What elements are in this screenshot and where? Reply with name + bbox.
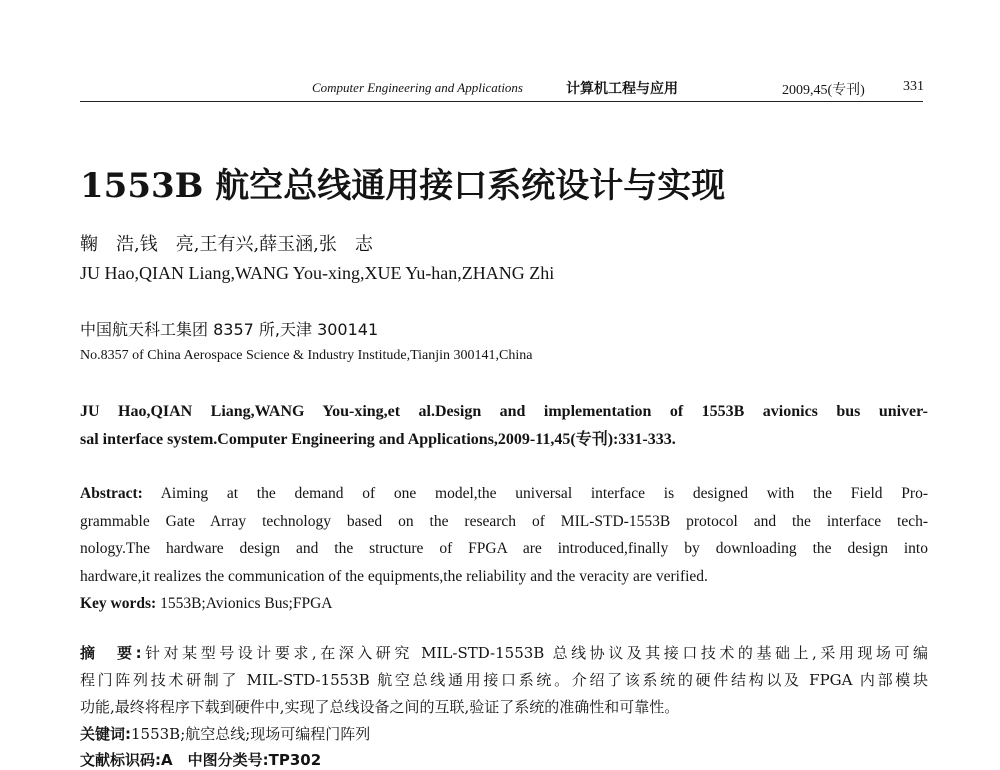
abstract-cn-label: 摘 要: <box>80 644 142 662</box>
keywords-chinese <box>80 721 928 748</box>
abstract-english <box>80 480 928 618</box>
abstract-chinese <box>80 640 928 748</box>
keywords-cn-label: 关键词: <box>80 725 131 743</box>
keywords-label: Key words: <box>80 595 157 612</box>
affiliation-chinese: 中国航天科工集团 8357 所,天津 300141 <box>80 320 379 339</box>
citation-line: sal interface system.Computer Engineering and Applications,2009-11,45(专刊):331-333. <box>80 431 676 448</box>
abstract-line <box>80 480 928 508</box>
citation-block <box>80 398 928 454</box>
keywords-text: 1553B;Avionics Bus;FPGA <box>160 595 333 612</box>
abstract-text: Aiming at the demand of one model,the universal interface is designed with the Field Pro- <box>160 485 928 502</box>
running-header-journal-english: Computer Engineering and Applications <box>312 80 523 95</box>
running-header-journal-chinese: 计算机工程与应用 <box>566 81 678 97</box>
abstract-line: grammable Gate Array technology based on the research of MIL-STD-1553B protocol and the interface tech- <box>80 512 928 530</box>
abstract-label: Abstract: <box>80 485 143 502</box>
header-rule <box>80 101 923 102</box>
citation-line: JU Hao,QIAN Liang,WANG You-xing,et al.Design and implementation of 1553B avionics bus univer- <box>80 403 928 420</box>
keywords-cn-text: 1553B;航空总线;现场可编程门阵列 <box>131 725 371 743</box>
affiliation-english: No.8357 of China Aerospace Science & Industry Institude,Tianjin 300141,China <box>80 348 533 363</box>
abstract-cn-line <box>80 640 928 667</box>
abstract-line: nology.The hardware design and the structure of FPGA are introduced,finally by downloading the design into <box>80 540 928 557</box>
authors-chinese: 鞠 浩,钱 亮,王有兴,薛玉涵,张 志 <box>80 234 373 255</box>
abstract-cn-line: 功能,最终将程序下载到硬件中,实现了总线设备之间的互联,验证了系统的准确性和可靠性。 <box>80 698 680 716</box>
paper-title: 1553B 航空总线通用接口系统设计与实现 <box>80 166 726 206</box>
page-number: 331 <box>903 79 924 94</box>
document-code: 文献标识码:A 中图分类号:TP302 <box>80 751 322 769</box>
keywords-english <box>80 590 928 618</box>
abstract-cn-text: 针对某型号设计要求,在深入研究 MIL-STD-1553B 总线协议及其接口技术的基础上,采用现场可编 <box>141 644 928 662</box>
abstract-cn-line: 程门阵列技术研制了 MIL-STD-1553B 航空总线通用接口系统。介绍了该系统的硬件结构以及 FPGA 内部模块 <box>80 671 928 689</box>
authors-english: JU Hao,QIAN Liang,WANG You-xing,XUE Yu-han,ZHANG Zhi <box>80 263 555 283</box>
running-header-issue: 2009,45(专刊) <box>782 83 865 98</box>
abstract-line: hardware,it realizes the communication of the equipments,the reliability and the veracity are verified. <box>80 567 708 585</box>
